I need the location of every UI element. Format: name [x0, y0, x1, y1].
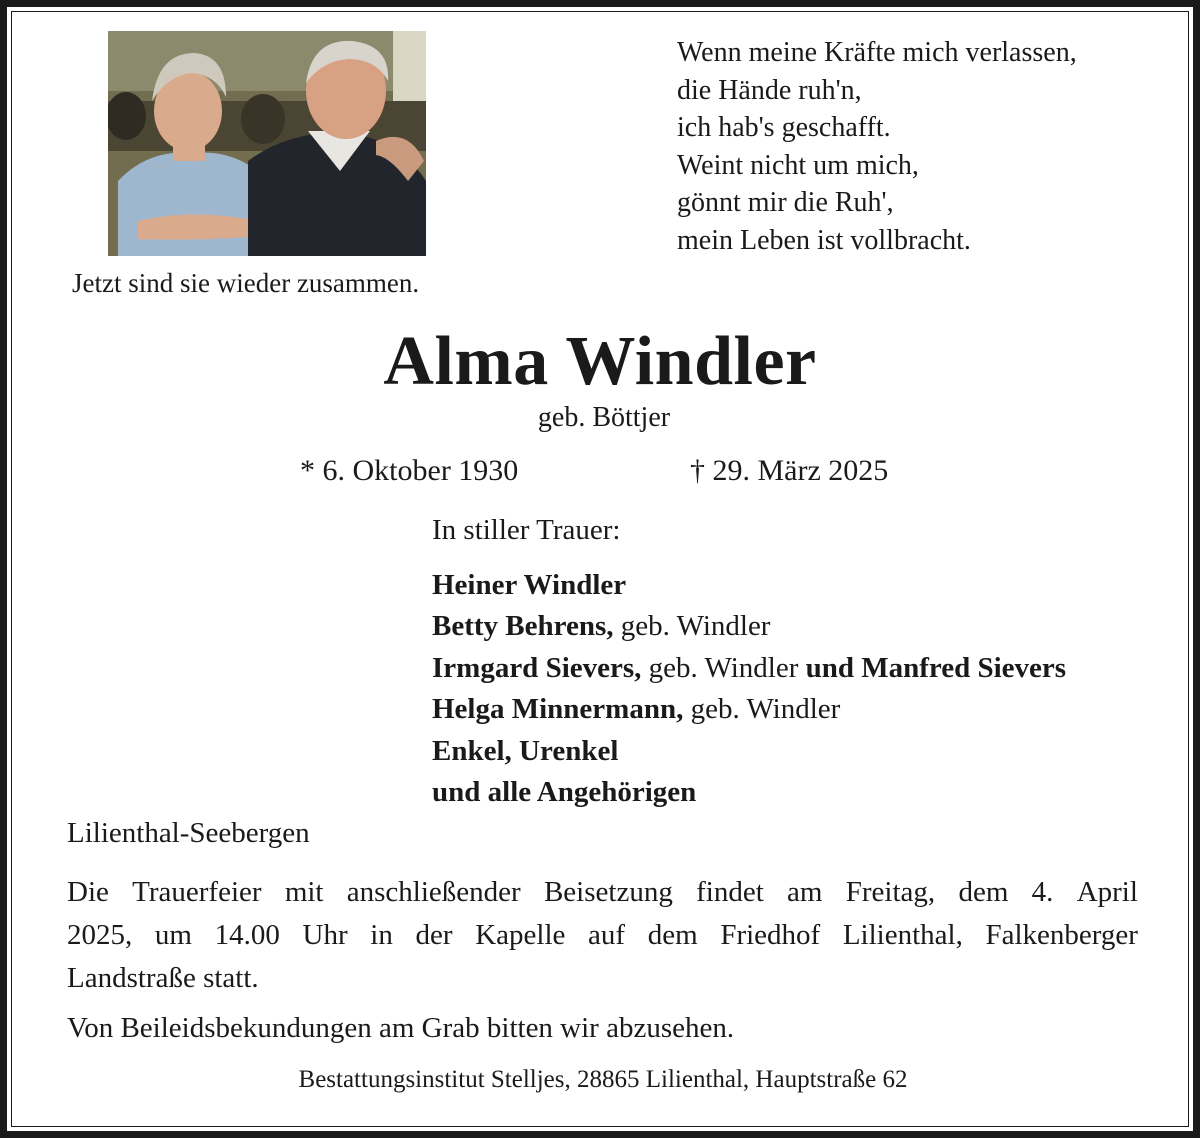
ceremony-word: findet	[696, 876, 764, 908]
ceremony-word: Uhr	[302, 919, 348, 951]
poem-line: mein Leben ist vollbracht.	[677, 224, 971, 256]
mourner-name: Enkel, Urenkel	[432, 734, 619, 767]
ceremony-word: 2025,	[67, 919, 133, 951]
ceremony-word: dem	[958, 876, 1009, 908]
ceremony-word: Beisetzung	[543, 876, 673, 908]
ceremony-word: um	[154, 919, 192, 951]
poem-line: gönnt mir die Ruh',	[677, 187, 894, 218]
mourner-note: geb. Windler	[613, 610, 771, 642]
poem-line: die Hände ruh'n,	[677, 74, 862, 106]
death-date: † 29. März 2025	[690, 454, 889, 487]
ceremony-line: Landstraße statt.	[67, 962, 259, 994]
couple-photo	[108, 31, 426, 256]
ceremony-word: Falkenberger	[985, 919, 1138, 951]
mourner-name: Irmgard Sievers,	[432, 651, 642, 684]
condolences-note: Von Beileidsbekundungen am Grab bitten wir abzusehen.	[67, 1012, 735, 1044]
ceremony-word: April	[1076, 876, 1138, 908]
mourner-row	[432, 689, 1066, 731]
mourner-name: und alle Angehörigen	[432, 776, 697, 808]
ceremony-word: Friedhof	[720, 919, 821, 951]
mourner-note: geb. Windler	[683, 693, 841, 725]
ceremony-line	[67, 871, 1138, 914]
ceremony-word: Kapelle	[475, 919, 566, 951]
ceremony-notice	[67, 871, 1138, 1000]
poem	[677, 34, 1077, 259]
ceremony-word: Die	[67, 876, 109, 908]
mourners-intro: In stiller Trauer:	[432, 514, 621, 546]
poem-line: Weint nicht um mich,	[677, 149, 919, 181]
mourner-row	[432, 565, 1066, 607]
location: Lilienthal-Seebergen	[67, 817, 310, 849]
couple-photo-illustration	[108, 31, 426, 256]
mourners-list	[432, 510, 1066, 814]
ceremony-word: dem	[647, 919, 698, 951]
deceased-name: Alma Windler	[383, 323, 817, 400]
mourner-note: geb. Windler	[641, 651, 806, 684]
ceremony-word: 14.00	[214, 919, 280, 951]
mourner-row	[432, 772, 1066, 814]
mourner-row	[432, 606, 1066, 648]
mourner-row	[432, 648, 1066, 690]
ceremony-word: Lilienthal,	[842, 919, 963, 951]
ceremony-word: anschließender	[346, 876, 521, 908]
ceremony-word: 4.	[1031, 876, 1054, 908]
ceremony-word: in	[370, 919, 393, 951]
mourner-partner: und Manfred Sievers	[805, 651, 1067, 684]
ceremony-word: Freitag,	[845, 876, 936, 908]
ceremony-word: der	[415, 919, 453, 951]
photo-caption: Jetzt sind sie wieder zusammen.	[72, 268, 420, 298]
poem-line: Wenn meine Kräfte mich verlassen,	[677, 37, 1077, 68]
ceremony-word: Trauerfeier	[132, 876, 262, 908]
mourner-name: Heiner Windler	[432, 568, 627, 601]
mourner-name: Betty Behrens,	[432, 610, 614, 642]
ceremony-word: mit	[284, 876, 324, 908]
birth-date: * 6. Oktober 1930	[300, 454, 519, 487]
ceremony-word: auf	[588, 919, 626, 951]
ceremony-line	[67, 914, 1138, 957]
mourner-row	[432, 731, 1066, 773]
ceremony-word: am	[787, 876, 823, 908]
undertaker-info: Bestattungsinstitut Stelljes, 28865 Lilienthal, Hauptstraße 62	[298, 1066, 908, 1093]
birth-name: geb. Böttjer	[537, 402, 671, 433]
poem-line: ich hab's geschafft.	[677, 112, 891, 143]
mourner-name: Helga Minnermann,	[432, 693, 684, 725]
